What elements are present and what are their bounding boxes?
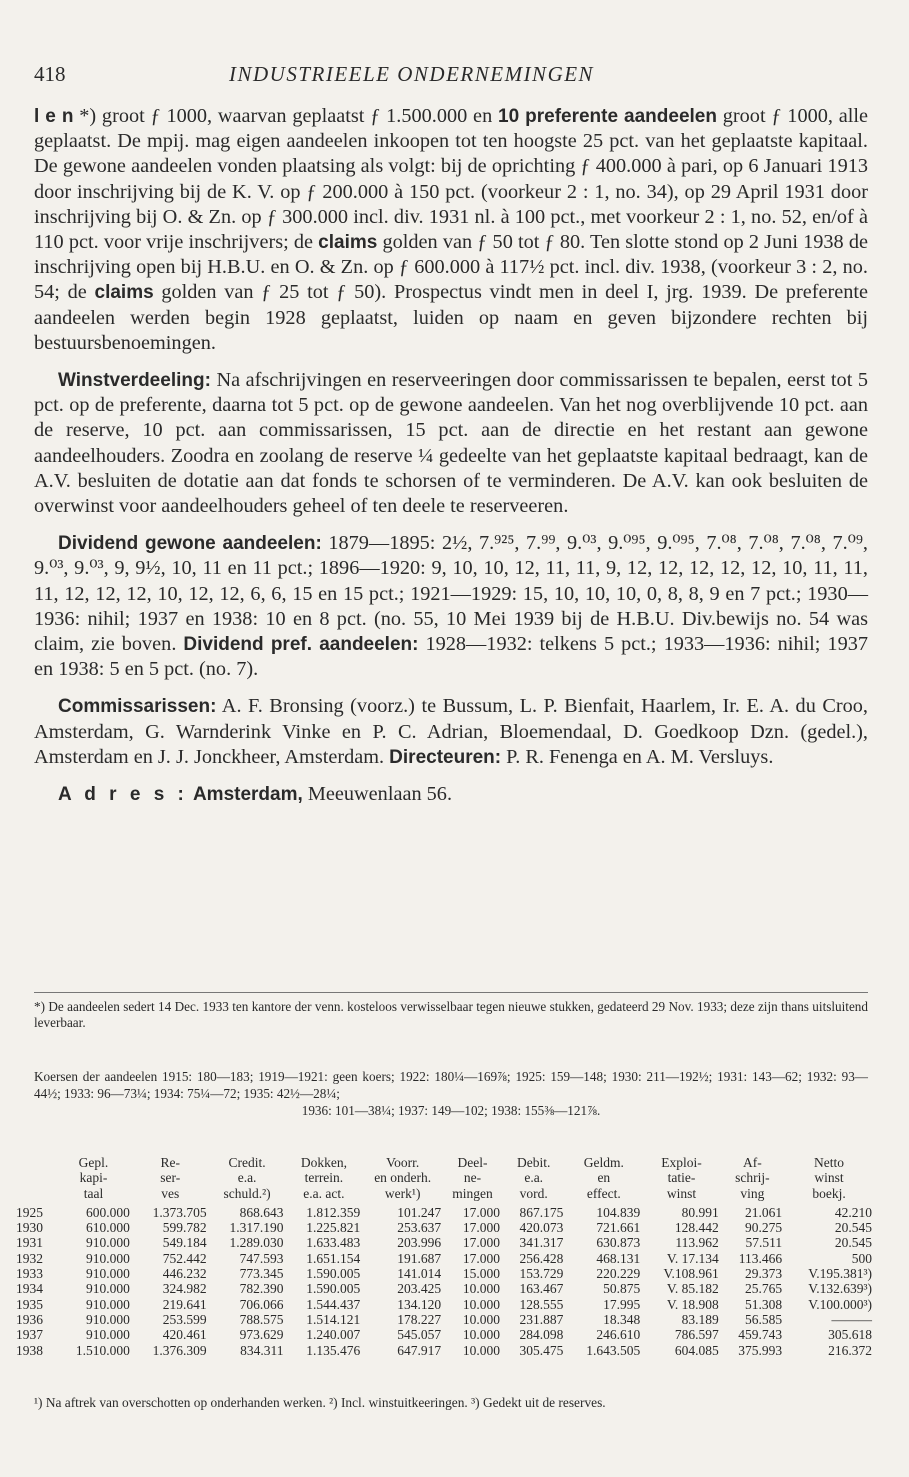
- table-cell: V.132.639³): [808, 1281, 872, 1297]
- column-header-line: Af-: [743, 1155, 762, 1170]
- column-header: [14, 1155, 55, 1205]
- table-cell: 220.229: [596, 1266, 641, 1282]
- section-label: Dividend pref. aandeelen:: [183, 634, 419, 656]
- table-cell: 1.633.483: [306, 1235, 361, 1251]
- table-cell: 545.057: [397, 1327, 442, 1343]
- column-header-line: ser-: [160, 1170, 181, 1186]
- table-cell: 141.014: [397, 1266, 442, 1282]
- table-cell: 178.227: [397, 1311, 442, 1327]
- table-cell: 910.000: [85, 1266, 130, 1282]
- column-header-line: en onderh.: [374, 1170, 432, 1186]
- table-row: [14, 1327, 874, 1342]
- paragraph-commissarissen: [34, 694, 868, 770]
- table-cell: 231.887: [519, 1311, 564, 1327]
- table-cell: 50.875: [603, 1281, 641, 1297]
- text-fragment: Na afschrijvingen en reserveeringen door commissarissen te bepalen, eerst tot 5 pct. op de preferente, daarna tot 5 pct. op de gewone aandeelen. Van het nog overblijvende 10 pct. aan de reserve, 10 pct. aan commissarissen, 15 pct. aan de directie en het restant aan gewone aandeelhouders. Zoodra en zoolang de reserve ¼ gedeelte van het geplaatste kapitaal bedraagt, kan de A.V. besluiten de dotatie aan dat fonds te schorsen of te verminderen. De A.V. kan ook besluiten de overwinst voor aandeelhouders geheel of ten deele te reserveeren.: [34, 369, 868, 518]
- table-cell: 253.637: [397, 1220, 442, 1236]
- text-fragment: 1928—1932: telkens 5 pct.; 1933—1936: nihil; 1937 en 1938: 5 en 5 pct. (no. 7).: [34, 633, 868, 681]
- section-label: Directeuren:: [389, 746, 502, 768]
- table-footnote: ¹) Na aftrek van overschotten op onderhanden werken. ²) Incl. winstuitkeeringen. ³) Gedekt uit de reserves.: [34, 1395, 606, 1410]
- table-cell: 51.308: [744, 1296, 783, 1312]
- table-cell: 341.317: [519, 1235, 564, 1251]
- address-city: Amsterdam,: [192, 784, 303, 806]
- table-cell: 305.475: [519, 1342, 564, 1358]
- paragraph-adres: [34, 782, 868, 807]
- column-header-line: Re-: [160, 1155, 181, 1170]
- table-cell: 29.373: [744, 1266, 783, 1282]
- table-cell: 1.289.030: [229, 1235, 284, 1251]
- table-cell: 1.544.437: [306, 1296, 361, 1312]
- bold-term: claims: [94, 282, 154, 304]
- year-cell: 1936: [16, 1311, 43, 1327]
- table-cell: V.108.961: [663, 1266, 719, 1282]
- table-cell: 203.425: [397, 1281, 442, 1297]
- table-cell: 910.000: [85, 1311, 130, 1327]
- column-header-line: Geldm.: [583, 1155, 624, 1170]
- body-text: [34, 104, 868, 807]
- table-cell: 10.000: [462, 1342, 500, 1358]
- table-cell: 1.590.005: [306, 1281, 361, 1297]
- table-cell: 101.247: [397, 1204, 442, 1220]
- table-row: [14, 1235, 874, 1250]
- table-cell: 782.390: [239, 1281, 284, 1297]
- table-cell: 104.839: [596, 1204, 641, 1220]
- column-header-line: winst: [666, 1185, 697, 1201]
- table-cell: 253.599: [162, 1311, 207, 1327]
- text-fragment: groot ƒ 1000, alle geplaatst. De mpij. mag eigen aandeelen inkoopen tot ten hoogste 25 pct. van het geplaatste kapitaal. De gewone aandeelen vonden plaatsing als volgt: bij de oprichting ƒ 400.000 à pari, op 6 Januari 1913 door inschrijving bij de K. V. op ƒ 200.000 à 150 pct. (voorkeur 2 : 1, no. 34), op 29 April 1931 door inschrijving bij O. & Zn. op ƒ 300.000 incl. div. 1931 nl. à 100 pct., met voorkeur 2 : 1, no. 52, en/of à 110 pct. voor vrije inschrijvers; de: [34, 105, 868, 254]
- column-header-line: Deel-: [457, 1155, 488, 1170]
- column-header-line: Netto: [814, 1155, 845, 1170]
- table-cell: 305.618: [828, 1327, 872, 1343]
- table-cell: 134.120: [397, 1296, 442, 1312]
- table-cell: 1.135.476: [306, 1342, 361, 1358]
- table-cell: 17.995: [603, 1296, 641, 1312]
- table-cell: 203.996: [397, 1235, 442, 1251]
- column-header-line: Voorr.: [386, 1155, 420, 1170]
- bold-term: claims: [318, 232, 378, 254]
- table-cell: 1.514.121: [306, 1311, 361, 1327]
- table-row: [14, 1281, 874, 1296]
- section-label: A d r e s :: [58, 784, 188, 806]
- table-cell: 1.590.005: [306, 1266, 361, 1282]
- table-cell: 128.555: [519, 1296, 564, 1312]
- table-cell: 83.189: [681, 1311, 719, 1327]
- column-header: [642, 1155, 720, 1205]
- year-cell: 1934: [16, 1281, 43, 1297]
- column-header: [285, 1155, 362, 1205]
- table-cell: 1.376.309: [152, 1342, 207, 1358]
- table-cell: 15.000: [462, 1266, 500, 1282]
- column-header: [362, 1155, 443, 1205]
- column-header-line: e.a. act.: [303, 1185, 345, 1201]
- section-label: Winstverdeeling:: [58, 370, 211, 392]
- table-cell: 128.442: [674, 1220, 719, 1236]
- section-label: Commissarissen:: [58, 696, 217, 718]
- table-header: [14, 1155, 874, 1205]
- column-header-line: winst: [814, 1170, 844, 1186]
- table-cell: 80.991: [681, 1204, 719, 1220]
- table-cell: 599.782: [162, 1220, 207, 1236]
- column-header-line: Debit.: [517, 1155, 551, 1170]
- table-cell: 459.743: [738, 1327, 783, 1343]
- table-cell: 647.917: [397, 1342, 442, 1358]
- text-fragment: golden van ƒ 25 tot ƒ 50). Prospectus vindt men in deel I, jrg. 1939. De preferente aandeelen werden begin 1928 geplaatst, luiden op naam en geven bijzondere rechten bij bestuursbenoemingen.: [34, 281, 868, 354]
- running-title: INDUSTRIEELE ONDERNEMINGEN: [229, 62, 595, 86]
- table-cell: 20.545: [834, 1220, 872, 1236]
- table-cell: 246.610: [596, 1327, 641, 1343]
- table-cell: 446.232: [162, 1266, 207, 1282]
- table-row: [14, 1251, 874, 1266]
- table-cell: 1.373.705: [152, 1204, 207, 1220]
- table-cell: 773.345: [239, 1266, 284, 1282]
- table-cell: 834.311: [240, 1342, 284, 1358]
- table-cell: 786.597: [674, 1327, 719, 1343]
- page-header: [34, 62, 875, 92]
- column-header-line: en: [597, 1170, 611, 1186]
- table-cell: 610.000: [85, 1220, 130, 1236]
- table-cell: 191.687: [397, 1250, 442, 1266]
- table-cell: 163.467: [519, 1281, 564, 1297]
- table-cell: 910.000: [85, 1281, 130, 1297]
- table-cell: 324.982: [162, 1281, 207, 1297]
- table-cell: 90.275: [744, 1220, 783, 1236]
- table-cell: 18.348: [603, 1311, 641, 1327]
- column-header: [209, 1155, 286, 1205]
- table-cell: 867.175: [519, 1204, 564, 1220]
- column-header-line: tatie-: [667, 1170, 696, 1186]
- table-row: [14, 1266, 874, 1281]
- column-header: [502, 1155, 565, 1205]
- table-cell: 549.184: [162, 1235, 207, 1251]
- column-header: [132, 1155, 209, 1205]
- table-cell: 910.000: [85, 1296, 130, 1312]
- table-cell: V. 85.182: [666, 1281, 719, 1297]
- table-cell: 973.629: [239, 1327, 284, 1343]
- table-cell: V.195.381³): [808, 1266, 872, 1282]
- text-fragment: *) groot ƒ 1000, waarvan geplaatst ƒ 1.500.000 en: [73, 105, 498, 127]
- table-cell: 10.000: [462, 1311, 500, 1327]
- header-row: [14, 1155, 874, 1205]
- table-cell: V. 18.908: [666, 1296, 719, 1312]
- table-cell: ———: [831, 1311, 872, 1327]
- year-cell: 1935: [16, 1296, 43, 1312]
- column-header: [565, 1155, 642, 1205]
- column-header-line: Credit.: [228, 1155, 266, 1170]
- year-cell: 1938: [16, 1342, 43, 1358]
- table-cell: 788.575: [239, 1311, 284, 1327]
- table-row: [14, 1312, 874, 1327]
- column-header-line: kapi-: [79, 1170, 108, 1186]
- table-cell: 868.643: [239, 1204, 284, 1220]
- table-cell: 10.000: [462, 1327, 500, 1343]
- text-fragment: P. R. Fenenga en A. M. Versluys.: [501, 745, 774, 768]
- table-cell: 747.593: [239, 1250, 284, 1266]
- column-header-line: Exploi-: [661, 1155, 702, 1170]
- table-cell: 57.511: [745, 1235, 783, 1251]
- section-label: Dividend gewone aandeelen:: [58, 533, 322, 555]
- column-header: [443, 1155, 502, 1205]
- year-cell: 1930: [16, 1220, 43, 1236]
- table-cell: 375.993: [738, 1342, 783, 1358]
- column-header-line: terrein.: [304, 1170, 344, 1186]
- table-cell: V. 17.134: [666, 1250, 719, 1266]
- table-cell: 42.210: [834, 1204, 872, 1220]
- paragraph-winstverdeeling: [34, 368, 868, 519]
- year-cell: 1937: [16, 1327, 43, 1343]
- table-cell: 910.000: [85, 1250, 130, 1266]
- koersen-line: Koersen der aandeelen 1915: 180—183; 1919—1921: geen koers; 1922: 180¼—169⅞; 1925: 159—148; 1930: 211—192½; 1931: 143—62; 1932: 93—44½; 1933: 96—73¼; 1934: 75¼—72; 1935: 42½—28¼;: [34, 1069, 868, 1101]
- year-cell: 1931: [16, 1235, 43, 1251]
- column-header-line: schuld.²): [223, 1185, 271, 1201]
- table-cell: 1.317.190: [229, 1220, 284, 1236]
- year-cell: 1932: [16, 1250, 43, 1266]
- table-cell: 752.442: [162, 1250, 207, 1266]
- table-row: [14, 1297, 874, 1312]
- table-row: [14, 1343, 874, 1358]
- year-cell: 1933: [16, 1266, 43, 1282]
- table-cell: 1.225.821: [306, 1220, 361, 1236]
- table-cell: 113.466: [738, 1250, 783, 1266]
- table-cell: 256.428: [519, 1250, 564, 1266]
- table-cell: 468.131: [596, 1250, 641, 1266]
- column-header-line: taal: [83, 1185, 104, 1201]
- table-cell: 25.765: [744, 1281, 783, 1297]
- text-fragment: A. F. Bronsing (voorz.) te Bussum, L. P. Bienfait, Haarlem, Ir. E. A. du Croo, Amsterdam, G. Warnderink Vinke en P. C. Adrian, Bloemendaal, D. Goedkoop Dzn. (gedel.), Amsterdam en J. J. Jonckheer, Amsterdam.: [34, 695, 868, 768]
- table-cell: 706.066: [239, 1296, 284, 1312]
- koersen-line: 1936: 101—38¼; 1937: 149—102; 1938: 155⅜—121⅞.: [301, 1103, 601, 1118]
- bold-term: 10 preferente aandeelen: [498, 106, 717, 127]
- table-cell: 420.461: [162, 1327, 207, 1343]
- table-cell: V.100.000³): [808, 1296, 872, 1312]
- table-cell: 1.812.359: [306, 1204, 361, 1220]
- table-cell: 56.585: [744, 1311, 783, 1327]
- paragraph-capital: [34, 104, 868, 356]
- table-row: [14, 1205, 874, 1220]
- column-header-line: schrij-: [735, 1170, 770, 1186]
- year-cell: 1925: [16, 1204, 43, 1220]
- table-cell: 600.000: [85, 1204, 130, 1220]
- table-cell: 910.000: [85, 1235, 130, 1251]
- table-cell: 1.651.154: [306, 1250, 361, 1266]
- column-header-line: effect.: [586, 1185, 621, 1201]
- text-fragment: 1879—1895: 2½, 7.⁹²⁵, 7.⁹⁹, 9.⁰³, 9.⁰⁹⁵, 9.⁰⁹⁵, 7.⁰⁸, 7.⁰⁸, 7.⁰⁸, 7.⁰⁹, 9.⁰³, 9.⁰³, 9, 9½, 10, 11 en 11 pct.; 1896—1920: 9, 10, 10, 12, 11, 11, 9, 12, 12, 12, 12, 12, 10, 11, 11, 11, 12, 12, 12, 10, 12, 12, 6, 6, 15 en 15 pct.; 1921—1929: 15, 10, 10, 10, 0, 8, 8, 9 en 7 pct.; 1930—1936: nihil; 1937 en 1938: 10 en 8 pct. (no. 55, 10 Mei 1939 bij de H.B.U. Div.bewijs no. 54 was claim, zie boven.: [34, 532, 868, 656]
- table-cell: 420.073: [519, 1220, 564, 1236]
- table-cell: 284.098: [519, 1327, 564, 1343]
- table-cell: 17.000: [462, 1220, 500, 1236]
- column-header: [784, 1155, 874, 1205]
- column-header-line: ne-: [463, 1170, 482, 1186]
- table-cell: 219.641: [162, 1296, 207, 1312]
- table-cell: 604.085: [674, 1342, 719, 1358]
- table-body: [14, 1205, 874, 1358]
- column-header-line: boekj.: [812, 1185, 846, 1201]
- lead-fragment: l e n: [34, 106, 74, 127]
- table-cell: 500: [851, 1250, 872, 1266]
- column-header: [55, 1155, 132, 1205]
- column-header-line: vord.: [519, 1185, 548, 1201]
- paragraph-dividend: [34, 531, 868, 682]
- column-header-line: ving: [740, 1185, 765, 1201]
- text-fragment: golden van ƒ 50 tot ƒ 80. Ten slotte stond op 2 Juni 1938 de inschrijving open bij H.B.U. en O. & Zn. op ƒ 600.000 à 117½ pct. incl. div. 1938, (voorkeur 3 : 2, no. 54; de: [34, 231, 868, 304]
- column-header-line: mingen: [452, 1185, 493, 1201]
- table-cell: 17.000: [462, 1235, 500, 1251]
- page-number: 418: [34, 62, 66, 86]
- table-cell: 1.643.505: [586, 1342, 641, 1358]
- column-header-line: Gepl.: [78, 1155, 109, 1170]
- table-cell: 216.372: [828, 1342, 872, 1358]
- table-cell: 17.000: [462, 1250, 500, 1266]
- table-cell: 630.873: [596, 1235, 641, 1251]
- table-cell: 153.729: [519, 1266, 564, 1282]
- financial-table: [14, 1155, 874, 1358]
- column-header-line: ves: [161, 1185, 180, 1201]
- koersen-block: [34, 1068, 868, 1119]
- table-cell: 17.000: [462, 1204, 500, 1220]
- column-header-line: Dokken,: [300, 1155, 347, 1170]
- column-header: [721, 1155, 784, 1205]
- table-cell: 113.962: [675, 1235, 719, 1251]
- column-header-line: werk¹): [384, 1185, 421, 1201]
- column-header-line: e.a.: [237, 1170, 257, 1186]
- table-cell: 1.240.007: [306, 1327, 361, 1343]
- table-cell: 910.000: [85, 1327, 130, 1343]
- address-street: Meeuwenlaan 56.: [302, 783, 453, 806]
- table-cell: 10.000: [462, 1281, 500, 1297]
- table-cell: 721.661: [596, 1220, 641, 1236]
- table-cell: 1.510.000: [75, 1342, 130, 1358]
- table-cell: 10.000: [462, 1296, 500, 1312]
- table-cell: 21.061: [744, 1204, 783, 1220]
- table-cell: 20.545: [834, 1235, 872, 1251]
- table-row: [14, 1220, 874, 1235]
- footnote: *) De aandeelen sedert 14 Dec. 1933 ten kantore der venn. kosteloos verwisselbaar tegen nieuwe stukken, gedateerd 29 Nov. 1933; deze zijn thans uitsluitend leverbaar.: [34, 992, 868, 1031]
- column-header-line: e.a.: [524, 1170, 544, 1186]
